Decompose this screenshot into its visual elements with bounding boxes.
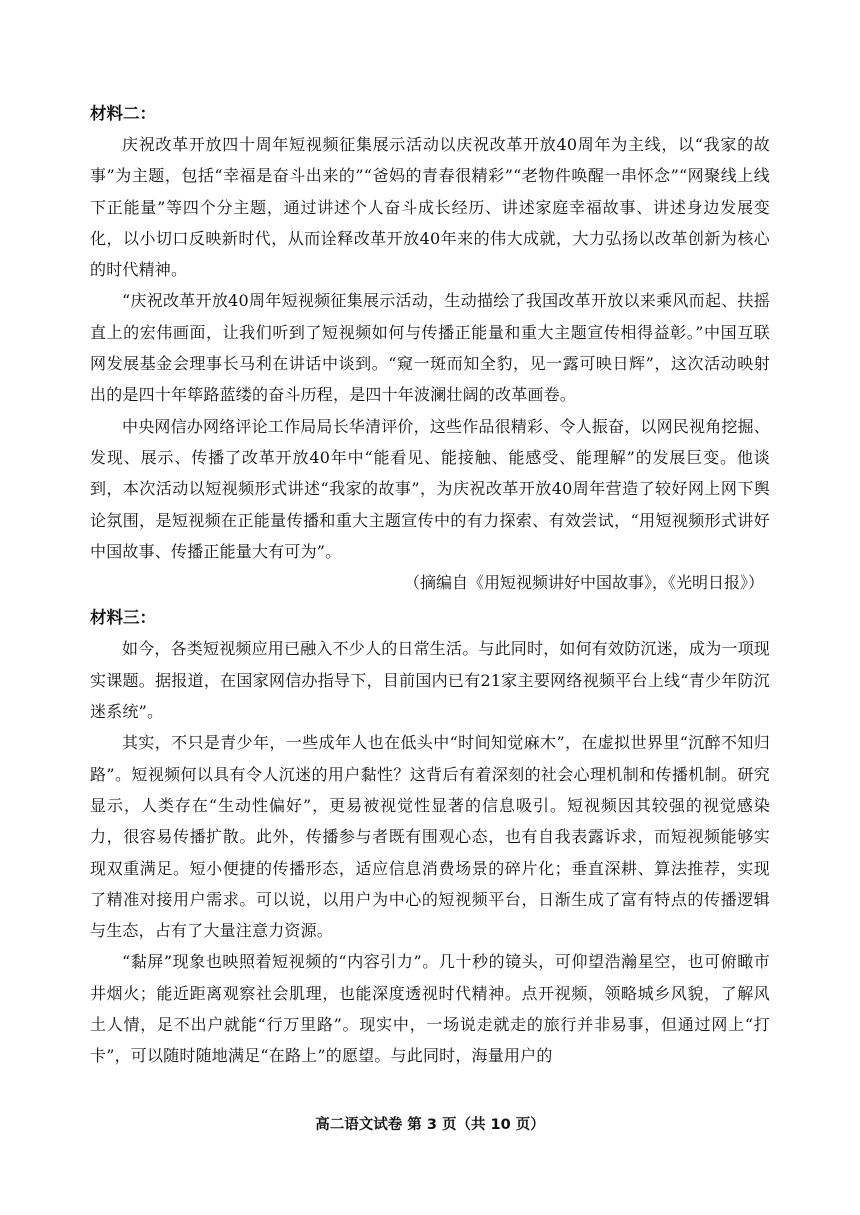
- page-footer: 高二语文试卷 第 3 页（共 10 页）: [315, 1117, 545, 1133]
- material-2-heading: 材料二：: [90, 104, 156, 123]
- material-2-paragraph-3: 中央网信办网络评论工作局局长华清评价，这些作品很精彩、令人振奋，以网民视角挖掘、发现、展示、传播了改革开放40年中“能看见、能接触、能感受、能理解”的发展巨变。他谈到，本次活动以短视频形式讲述“我家的故事”，为庆祝改革开放40周年营造了较好网上网下舆论氛围，是短视频在正能量传播和重大主题宣传中的有力探索、有效尝试，“用短视频形式讲好中国故事、传播正能量大有可为”。: [90, 416, 771, 561]
- material-3-paragraph-2: 其实，不只是青少年，一些成年人也在低头中“时间知觉麻木”，在虚拟世界里“沉醉不知归路”。短视频何以具有令人沉迷的用户黏性？这背后有着深刻的社会心理机制和传播机制。研究显示，人类存在“生动性偏好”，更易被视觉性显著的信息吸引。短视频因其较强的视觉感染力，很容易传播扩散。此外，传播参与者既有围观心态，也有自我表露诉求，而短视频能够实现双重满足。短小便捷的传播形态，适应信息消费场景的碎片化；垂直深耕、算法推荐，实现了精准对接用户需求。可以说，以用户为中心的短视频平台，日渐生成了富有特点的传播逻辑与生态，占有了大量注意力资源。: [90, 733, 770, 941]
- material-2-paragraph-1: 庆祝改革开放四十周年短视频征集展示活动以庆祝改革开放40周年为主线，以“我家的故事”为主题，包括“幸福是奋斗出来的”“爸妈的青春很精彩”“老物件唤醒一串怀念”“网聚线上线下正能量”等四个分主题，通过讲述个人奋斗成长经历、讲述家庭幸福故事、讲述身边发展变化，以小切口反映新时代，从而诠释改革开放40年来的伟大成就，大力弘扬以改革创新为核心的时代精神。: [90, 135, 770, 280]
- material-2-paragraph-2: “庆祝改革开放40周年短视频征集展示活动，生动描绘了我国改革开放以来乘风而起、扶摇直上的宏伟画面，让我们听到了短视频如何与传播正能量和重大主题宣传相得益彰。”中国互联网发展基金会理事长马利在讲话中谈到。“窥一斑而知全豹，见一露可映日辉”，这次活动映射出的是四十年筚路蓝缕的奋斗历程，是四十年波澜壮阔的改革画卷。: [90, 291, 770, 405]
- material-2-source-citation: （摘编自《用短视频讲好中国故事》，《光明日报》）: [403, 573, 764, 593]
- exam-page-body: [90, 98, 770, 1072]
- material-3-paragraph-1: 如今，各类短视频应用已融入不少人的日常生活。与此同时，如何有效防沉迷，成为一项现实课题。据报道，在国家网信办指导下，目前国内已有21家主要网络视频平台上线“青少年防沉迷系统”。: [90, 639, 771, 722]
- material-3-paragraph-3: “黏屏”现象也映照着短视频的“内容引力”。几十秒的镜头，可仰望浩瀚星空，也可俯瞰市井烟火；能近距离观察社会肌理，也能深度透视时代精神。点开视频，领略城乡风貌，了解风土人情，足不出户就能“行万里路”。现实中，一场说走就走的旅行并非易事，但通过网上“打卡”，可以随时随地满足“在路上”的愿望。与此同时，海量用户的: [90, 952, 770, 1066]
- material-3-heading: 材料三：: [90, 608, 156, 628]
